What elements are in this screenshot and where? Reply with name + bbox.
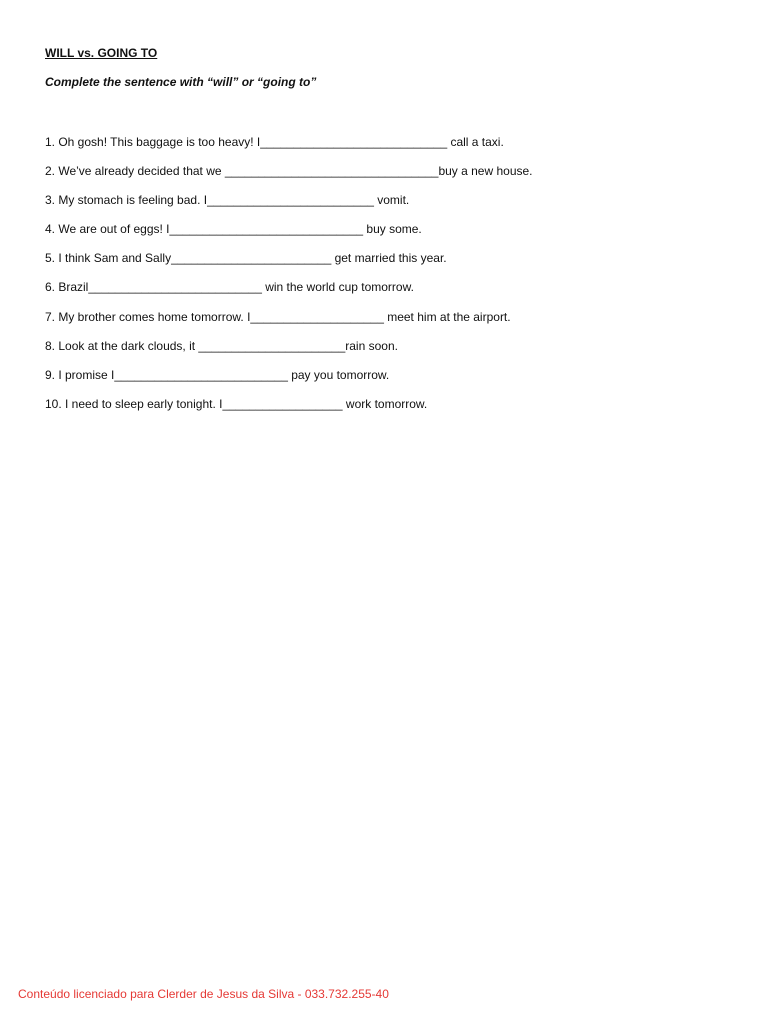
exercise-item-9: 9. I promise I__________________________ pay you tomorrow. xyxy=(45,367,390,382)
exercise-item-1: 1. Oh gosh! This baggage is too heavy! I____________________________ call a taxi. xyxy=(45,135,504,149)
exercise-item-10: 10. I need to sleep early tonight. I__________________ work tomorrow. xyxy=(45,396,428,411)
license-footer: Conteúdo licenciado para Clerder de Jesus da Silva - 033.732.255-40 xyxy=(18,987,389,1001)
exercise-item-5: 5. I think Sam and Sally________________________ get married this year. xyxy=(45,251,447,266)
exercise-item-4: 4. We are out of eggs! I_____________________________ buy some. xyxy=(45,222,422,237)
worksheet-title: WILL vs. GOING TO xyxy=(45,46,158,60)
exercise-list xyxy=(45,134,533,425)
exercise-item-3: 3. My stomach is feeling bad. I_________________________ vomit. xyxy=(45,193,410,208)
worksheet-instruction: Complete the sentence with “will” or “going to” xyxy=(45,75,317,89)
exercise-item-7: 7. My brother comes home tomorrow. I____________________ meet him at the airport. xyxy=(45,309,511,324)
exercise-item-6: 6. Brazil__________________________ win the world cup tomorrow. xyxy=(45,280,414,295)
exercise-item-8: 8. Look at the dark clouds, it ______________________rain soon. xyxy=(45,338,398,353)
exercise-item-2: 2. We’ve already decided that we ________________________________buy a new house. xyxy=(45,164,533,179)
